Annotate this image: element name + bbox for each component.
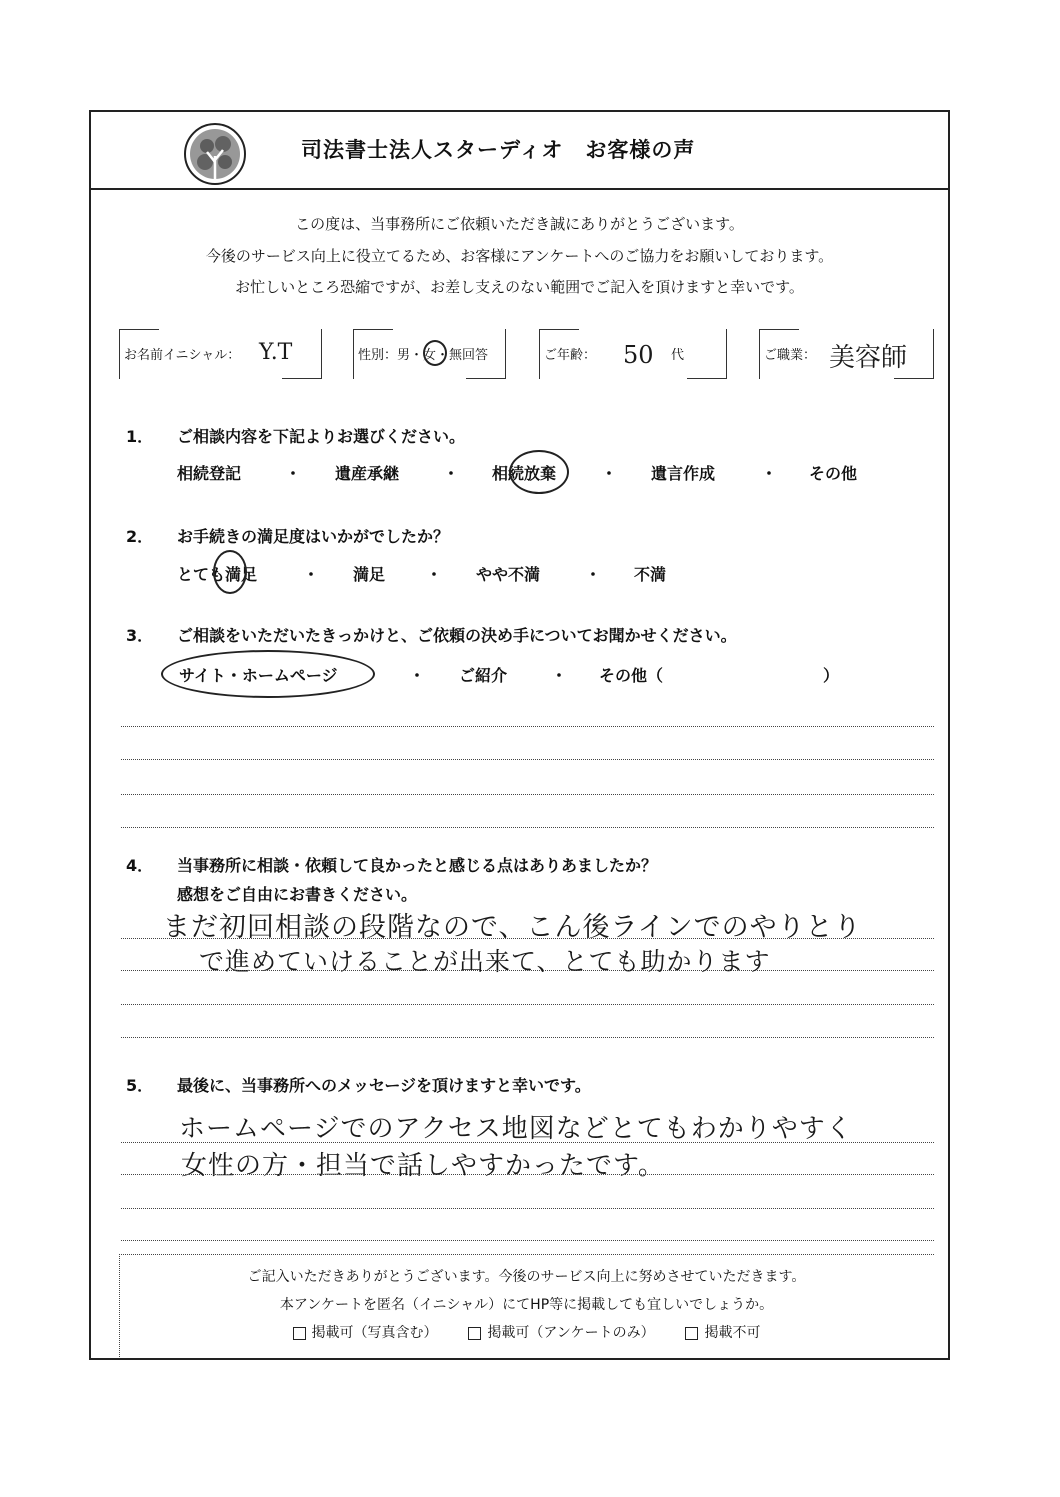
q4-subtext: 感想をご自由にお書きください。 [177,885,418,904]
q5-answer-line-2: 女性の方・担当で話しやすかったです。 [181,1151,665,1181]
q3-selected-mark [161,650,375,698]
age-field [539,329,727,379]
q2-separator: ・ [585,565,602,584]
age-label: ご年齢： [544,348,597,363]
q1-option-will-preparation: 遺言作成 [651,464,716,483]
intro-line-1: この度は、当事務所にご依頼いただき誠にありがとうございます。 [295,215,744,233]
initial-label: お名前イニシャル： [124,348,241,363]
q2-option-very-satisfied: とても満足 [177,565,258,584]
initial-field [119,329,322,379]
q3-number: 3． [126,626,154,645]
gender-label: 性別：男・女・無回答 [358,348,489,363]
intro-line-3: お忙しいところ恐縮ですが、お差し支えのない範囲でご記入を頂けますと幸いです。 [235,278,804,296]
publication-consent-box [119,1254,934,1357]
q1-option-inheritance-registration: 相続登記 [177,464,242,483]
q3-other-close-paren: ） [823,666,840,685]
q2-option-dissatisfied: 不満 [634,565,667,584]
q3-answer-line [121,726,934,727]
gender-field [353,329,506,379]
q4-answer-line [121,1037,934,1038]
q3-text: ご相談をいただいたきっかけと、ご依頼の決め手についてお聞かせください。 [177,626,737,645]
q2-selected-mark [213,550,247,594]
job-value: 美容師 [829,343,908,373]
q3-option-referral: ご紹介 [459,666,508,685]
q1-separator: ・ [443,464,460,483]
q2-option-somewhat-dissatisfied: やや不満 [476,565,541,584]
q2-separator: ・ [426,565,443,584]
q5-answer-line [121,1142,934,1143]
q3-separator: ・ [551,666,568,685]
consent-options [119,1322,934,1342]
q2-text: お手続きの満足度はいかがでしたか？ [177,527,450,546]
age-suffix: 代 [671,348,685,363]
footer-thanks: ご記入いただきありがとうございます。今後のサービス向上に努めさせていただきます。 [247,1269,806,1285]
q1-separator: ・ [761,464,778,483]
q4-text: 当事務所に相談・依頼して良かったと感じる点はありあましたか？ [177,856,658,875]
initial-value: Y.T [259,340,293,365]
q1-separator: ・ [601,464,618,483]
job-label: ご職業： [764,348,817,363]
q4-answer-line-2: で進めていけることが出来て、とても助かります [199,947,771,976]
q1-number: 1． [126,427,154,446]
q3-answer-line [121,794,934,795]
q3-separator: ・ [409,666,426,685]
q5-number: 5． [126,1076,154,1095]
survey-form [89,110,950,1360]
q4-answer-line [121,970,934,971]
q4-number: 4． [126,856,154,875]
job-field [759,329,934,379]
q3-answer-line [121,759,934,760]
form-title: 司法書士法人スターディオ お客様の声 [301,138,696,162]
q1-option-estate-succession: 遺産承継 [335,464,400,483]
checkbox-icon[interactable] [685,1327,698,1340]
q5-answer-line [121,1208,934,1209]
q3-answer-line [121,827,934,828]
intro-line-2: 今後のサービス向上に役立てるため、お客様にアンケートへのご協力をお願いしております。 [205,247,834,265]
form-header [91,112,948,190]
q4-answer-line [121,938,934,939]
checkbox-icon[interactable] [468,1327,481,1340]
q2-separator: ・ [303,565,320,584]
consent-option-survey-only[interactable]: 掲載可（アンケートのみ） [468,1325,654,1341]
q1-text: ご相談内容を下記よりお選びください。 [177,427,466,446]
consent-option-no-publication[interactable]: 掲載不可 [685,1325,760,1341]
q2-number: 2． [126,527,154,546]
q5-text: 最後に、当事務所へのメッセージを頂けますと幸いです。 [177,1076,591,1095]
q3-option-website: サイト・ホームページ [179,666,338,685]
consent-option-with-photo[interactable]: 掲載可（写真含む） [293,1325,438,1341]
q1-separator: ・ [285,464,302,483]
footer-question: 本アンケートを匿名（イニシャル）にてHP等に掲載しても宜しいでしょうか。 [279,1297,774,1313]
q1-selected-mark [509,450,569,494]
tree-logo-icon [183,122,247,186]
q1-option-inheritance-renunciation: 相続放棄 [492,464,557,483]
q4-answer-line-1: まだ初回相談の段階なので、こん後ラインでのやりとり [163,912,862,943]
q5-answer-line [121,1174,934,1175]
q5-answer-line-1: ホームページでのアクセス地図などとてもわかりやすく [179,1114,853,1144]
gender-selected-mark [423,340,447,366]
q4-answer-line [121,1004,934,1005]
q2-option-satisfied: 満足 [353,565,386,584]
q1-option-other: その他 [809,464,858,483]
checkbox-icon[interactable] [293,1327,306,1340]
q5-answer-line [121,1240,934,1241]
q3-option-other: その他（ [599,666,664,685]
age-value: 50 [623,341,654,369]
